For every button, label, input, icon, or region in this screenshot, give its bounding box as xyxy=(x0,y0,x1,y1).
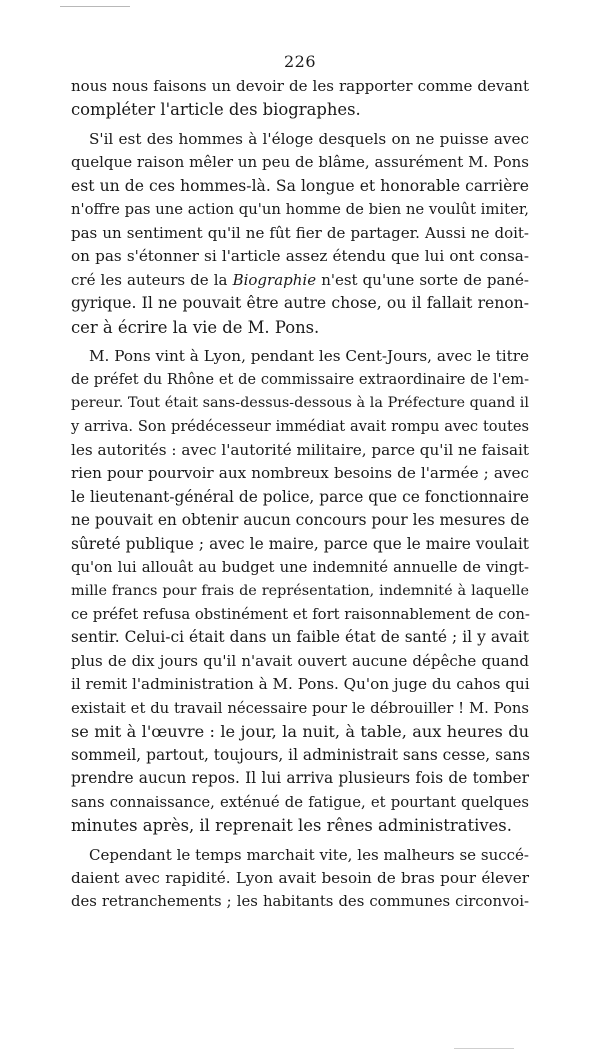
text-line: quelque raison mêler un peu de blâme, assurément M. Pons xyxy=(71,153,529,172)
text-line: cré les auteurs de la Biographie n'est qu'une sorte de pané- xyxy=(71,270,529,289)
text-line: on pas s'étonner si l'article assez étendu que lui ont consa- xyxy=(71,247,529,266)
paragraph-3 xyxy=(71,345,529,838)
text-line: plus de dix jours qu'il n'avait ouvert aucune dépêche quand xyxy=(71,651,529,670)
text-line: il remit l'administration à M. Pons. Qu'on juge du cahos qui xyxy=(71,675,530,694)
text-line: de préfet du Rhône et de commissaire extraordinaire de l'em- xyxy=(71,371,529,389)
text-line: les autorités : avec l'autorité militaire, parce qu'il ne faisait xyxy=(71,440,529,459)
text-line: des retranchements ; les habitants des communes circonvoi- xyxy=(71,893,529,911)
text-line: qu'on lui allouât au budget une indemnité annuelle de vingt- xyxy=(71,559,529,577)
bottom-scan-mark xyxy=(454,1048,514,1049)
text-line: n'offre pas une action qu'un homme de bien ne voulût imiter, xyxy=(71,201,529,219)
text-line: se mit à l'œuvre : le jour, la nuit, à table, aux heures du xyxy=(71,722,529,742)
top-rule xyxy=(60,6,130,7)
text-line: compléter l'article des biographes. xyxy=(71,100,361,120)
text-line: pereur. Tout était sans-dessus-dessous à la Préfecture quand il xyxy=(71,394,529,411)
text-line: nous nous faisons un devoir de les rapporter comme devant xyxy=(71,77,529,95)
paragraph-4 xyxy=(71,844,529,914)
text-line: mille francs pour frais de représentation, indemnité à laquelle xyxy=(71,582,529,599)
paragraph-1 xyxy=(71,75,529,122)
text-line: ce préfet refusa obstinément et fort raisonnablement de con- xyxy=(71,605,530,623)
text-line: M. Pons vint à Lyon, pendant les Cent-Jours, avec le titre xyxy=(89,346,529,365)
text-line: y arriva. Son prédécesseur immédiat avait rompu avec toutes xyxy=(71,418,529,436)
text-line: cer à écrire la vie de M. Pons. xyxy=(71,317,320,337)
text-line: est un de ces hommes-là. Sa longue et honorable carrière xyxy=(71,176,529,195)
text-line: minutes après, il reprenait les rênes administratives. xyxy=(71,816,512,836)
paragraph-2 xyxy=(71,128,529,339)
text-line: sans connaissance, exténué de fatigue, et pourtant quelques xyxy=(71,793,529,811)
page-number: 226 xyxy=(283,52,317,71)
text-line: le lieutenant-général de police, parce que ce fonctionnaire xyxy=(71,487,529,506)
text-line: daient avec rapidité. Lyon avait besoin de bras pour élever xyxy=(71,868,529,887)
text-line: pas un sentiment qu'il ne fût fier de partager. Aussi ne doit- xyxy=(71,223,529,242)
text-line: Cependant le temps marchait vite, les malheurs se succé- xyxy=(89,845,529,864)
text-line: sommeil, partout, toujours, il administrait sans cesse, sans xyxy=(71,745,530,764)
text-line: S'il est des hommes à l'éloge desquels on ne puisse avec xyxy=(89,129,529,148)
text-line: prendre aucun repos. Il lui arriva plusieurs fois de tomber xyxy=(71,769,529,788)
text-line: sentir. Celui-ci était dans un faible état de santé ; il y avait xyxy=(71,628,529,647)
text-line: existait et du travail nécessaire pour le débrouiller ! M. Pons xyxy=(71,699,529,717)
text-line: rien pour pourvoir aux nombreux besoins de l'armée ; avec xyxy=(71,464,529,483)
text-line: gyrique. Il ne pouvait être autre chose, ou il fallait renon- xyxy=(71,294,529,313)
text-line: ne pouvait en obtenir aucun concours pour les mesures de xyxy=(71,511,530,530)
body-text xyxy=(71,75,529,914)
text-line: sûreté publique ; avec le maire, parce que le maire voulait xyxy=(71,534,529,553)
italic-title: Biographie xyxy=(232,270,317,289)
